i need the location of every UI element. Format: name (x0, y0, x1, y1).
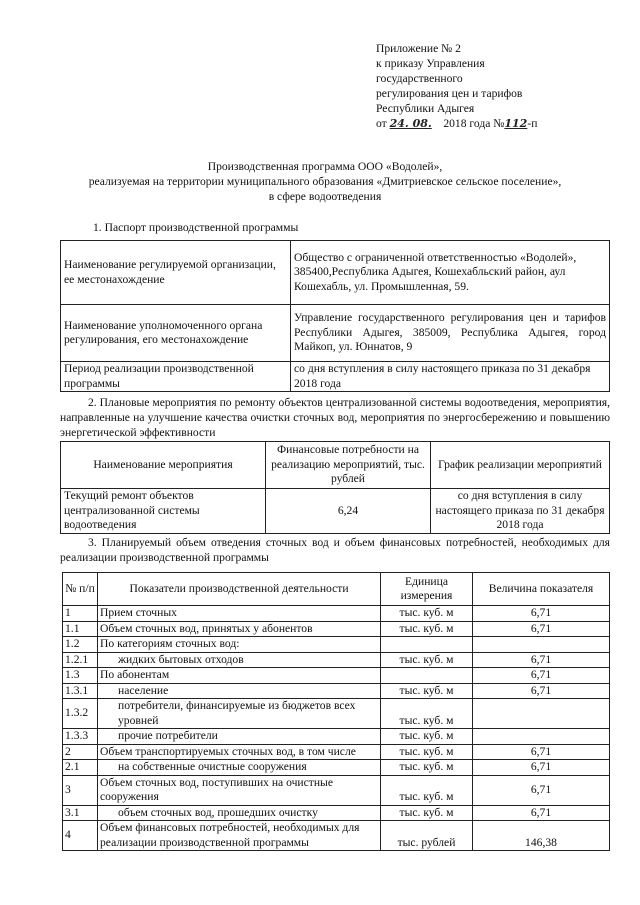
unit (381, 637, 473, 653)
indicator-name: объем сточных вод, прошедших очистку (98, 805, 381, 821)
table-row (61, 489, 610, 534)
row-number: 1 (63, 606, 98, 622)
date-suffix: 2018 года № (443, 117, 505, 130)
column-header: Наименование мероприятия (61, 442, 266, 489)
row-number: 1.3.2 (63, 699, 98, 729)
row-number: 1.2 (63, 637, 98, 653)
indicator-name: на собственные очистные сооружения (98, 760, 381, 776)
measures-table (60, 441, 610, 534)
table-row (63, 729, 610, 745)
indicator-value (473, 699, 610, 729)
section2-heading: 2. Плановые мероприятия по ремонту объектов централизованной системы водоотведения, мероприятия, направленные на улучшение качества очистки сточных вод, мероприятия по энергосбережению и повышению энергетической эффективности (60, 396, 610, 439)
title-line: Производственная программа ООО «Водолей», (207, 160, 443, 173)
column-header: График реализации мероприятий (431, 442, 610, 489)
unit: тыс. куб. м (381, 699, 473, 729)
measure-cost: 6,24 (266, 489, 431, 534)
section1-heading: 1. Паспорт производственной программы (93, 221, 299, 234)
indicator-name: жидких бытовых отходов (98, 652, 381, 668)
header-line: к приказу Управления (376, 57, 485, 70)
order-date-line (376, 116, 626, 131)
table-row (63, 805, 610, 821)
unit: тыс. куб. м (381, 683, 473, 699)
indicator-name: Объем сточных вод, принятых у абонентов (98, 621, 381, 637)
row-number: 1.2.1 (63, 652, 98, 668)
unit: тыс. куб. м (381, 760, 473, 776)
table-row (63, 699, 610, 729)
indicator-value: 146,38 (473, 821, 610, 851)
indicator-value: 6,71 (473, 668, 610, 684)
table-row (63, 744, 610, 760)
indicator-value (473, 729, 610, 745)
unit: тыс. куб. м (381, 606, 473, 622)
unit: тыс. куб. м (381, 621, 473, 637)
title-line: реализуемая на территории муниципального образования «Дмитриевское сельское поселение», (88, 175, 562, 188)
passport-value: со дня вступления в силу настоящего приказа по 31 декабря 2018 года (291, 362, 610, 392)
indicator-name: Прием сточных (98, 606, 381, 622)
handwritten-number: 112 (504, 117, 528, 130)
table-row (63, 652, 610, 668)
column-header: № п/п (63, 573, 98, 606)
row-number: 3 (63, 775, 98, 805)
indicator-name: Объем транспортируемых сточных вод, в том числе (98, 744, 381, 760)
table-row (63, 821, 610, 851)
unit: тыс. куб. м (381, 775, 473, 805)
indicator-value: 6,71 (473, 744, 610, 760)
document-title (40, 159, 610, 204)
passport-label: Наименование уполномоченного органа регулирования, его местонахождение (61, 305, 291, 362)
table-row (61, 305, 610, 362)
table-row (63, 760, 610, 776)
column-header: Величина показателя (473, 573, 610, 606)
measure-schedule: со дня вступления в силу настоящего приказа по 31 декабря 2018 года (431, 489, 610, 534)
indicator-name: По абонентам (98, 668, 381, 684)
indicator-name: Объем финансовых потребностей, необходимых для реализации производственной программы (98, 821, 381, 851)
header-line: Приложение № 2 (376, 42, 461, 55)
unit: тыс. куб. м (381, 652, 473, 668)
passport-label: Наименование регулируемой организации, ее местонахождение (61, 241, 291, 305)
indicator-value: 6,71 (473, 621, 610, 637)
table-row (63, 621, 610, 637)
indicator-value: 6,71 (473, 606, 610, 622)
unit: тыс. куб. м (381, 729, 473, 745)
row-number: 1.3.1 (63, 683, 98, 699)
indicator-name: прочие потребители (98, 729, 381, 745)
indicator-value: 6,71 (473, 805, 610, 821)
indicator-value: 6,71 (473, 683, 610, 699)
row-number: 2 (63, 744, 98, 760)
unit: тыс. куб. м (381, 805, 473, 821)
date-prefix: от (376, 117, 387, 130)
approval-header (376, 41, 626, 131)
number-suffix: -п (527, 117, 538, 130)
table-row (63, 775, 610, 805)
indicator-value: 6,71 (473, 652, 610, 668)
column-header: Единица измерения (381, 573, 473, 606)
indicator-value (473, 637, 610, 653)
header-line: регулирования цен и тарифов (376, 87, 523, 100)
measure-name: Текущий ремонт объектов централизованной системы водоотведения (61, 489, 266, 534)
column-header: Показатели производственной деятельности (98, 573, 381, 606)
row-number: 4 (63, 821, 98, 851)
row-number: 3.1 (63, 805, 98, 821)
title-line: в сфере водоотведения (268, 190, 382, 203)
indicator-name: население (98, 683, 381, 699)
indicator-value: 6,71 (473, 775, 610, 805)
table-row (63, 683, 610, 699)
table-row (63, 668, 610, 684)
unit: тыс. куб. м (381, 744, 473, 760)
table-header-row (63, 573, 610, 606)
table-header-row (61, 442, 610, 489)
row-number: 1.3 (63, 668, 98, 684)
header-line: государственного (376, 72, 463, 85)
indicator-value: 6,71 (473, 760, 610, 776)
handwritten-date: 24. 08. (389, 117, 432, 130)
passport-value: Управление государственного регулирования цен и тарифов Республики Адыгея, 385009, Республика Адыгея, город Майкоп, ул. Юннатов, 9 (291, 305, 610, 362)
passport-value: Общество с ограниченной ответственностью «Водолей», 385400,Республика Адыгея, Кошехабльский район, аул Кошехабль, ул. Промышленная, 59. (291, 241, 610, 305)
row-number: 2.1 (63, 760, 98, 776)
section3-heading: 3. Планируемый объем отведения сточных вод и объем финансовых потребностей, необходимых для реализации производственной программы (60, 536, 610, 564)
table-row (63, 606, 610, 622)
header-line: Республики Адыгея (376, 102, 475, 115)
indicator-name: По категориям сточных вод: (98, 637, 381, 653)
indicator-name: потребители, финансируемые из бюджетов всех уровней (98, 699, 381, 729)
table-row (61, 362, 610, 392)
passport-table (60, 240, 610, 392)
passport-label: Период реализации производственной программы (61, 362, 291, 392)
indicator-name: Объем сточных вод, поступивших на очистные сооружения (98, 775, 381, 805)
column-header: Финансовые потребности на реализацию мероприятий, тыс. рублей (266, 442, 431, 489)
row-number: 1.1 (63, 621, 98, 637)
indicators-table (62, 572, 610, 851)
unit (381, 668, 473, 684)
table-row (61, 241, 610, 305)
unit: тыс. рублей (381, 821, 473, 851)
row-number: 1.3.3 (63, 729, 98, 745)
table-row (63, 637, 610, 653)
